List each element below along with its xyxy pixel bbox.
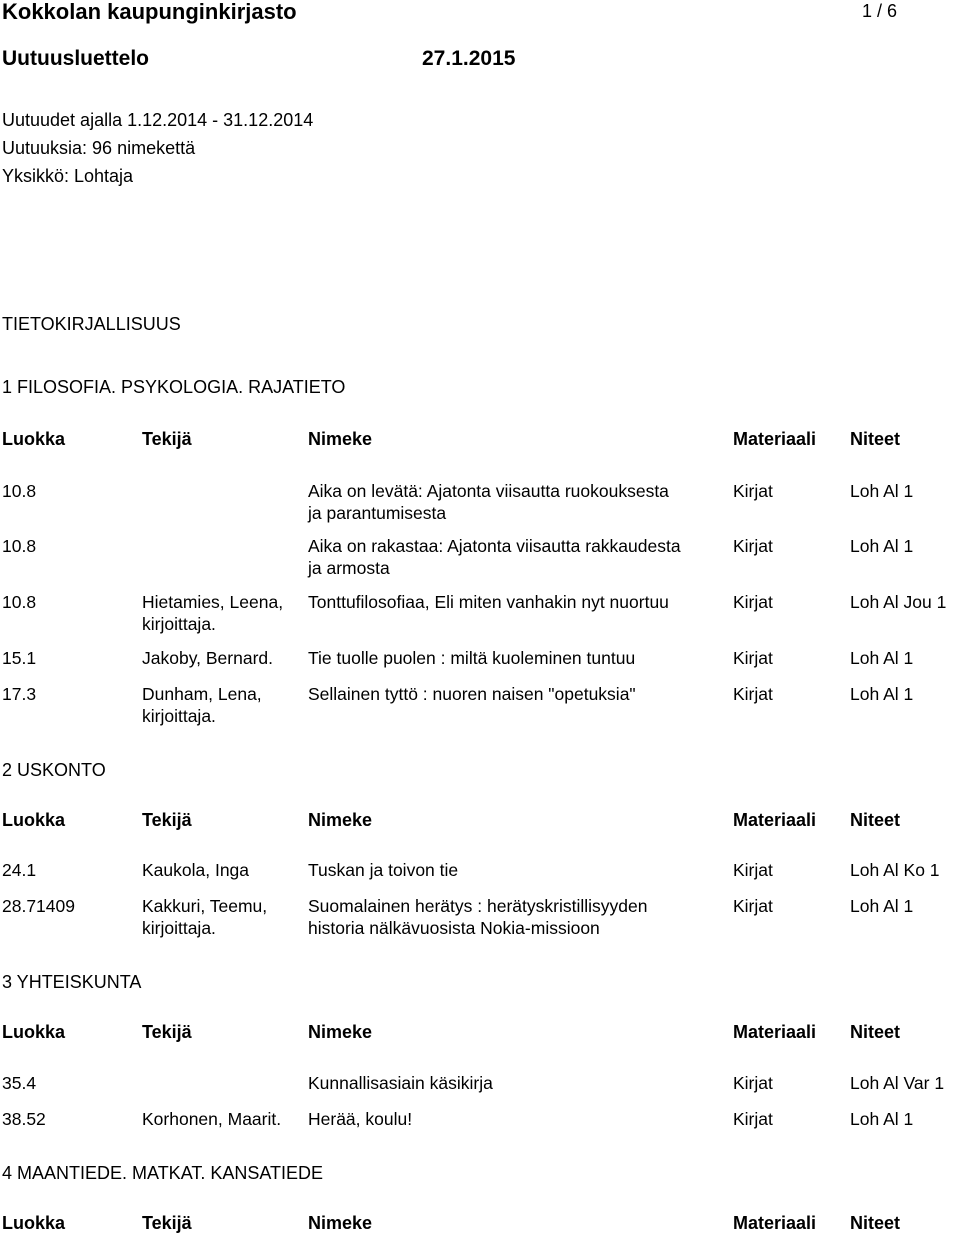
cell-niteet: Loh Al 1 <box>850 648 914 668</box>
table-row <box>0 1072 960 1096</box>
col-nimeke: Nimeke <box>308 429 373 449</box>
cell-luokka: 35.4 <box>2 1073 37 1093</box>
cell-tekija-cont: kirjoittaja. <box>142 918 216 938</box>
cell-luokka: 10.8 <box>2 481 37 501</box>
col-luokka: Luokka <box>2 810 66 830</box>
col-luokka: Luokka <box>2 429 66 449</box>
table-row <box>0 535 960 581</box>
col-tekija: Tekijä <box>142 810 192 830</box>
cell-nimeke-cont: historia nälkävuosista Nokia-missioon <box>308 918 600 938</box>
cell-nimeke: Tuskan ja toivon tie <box>308 860 459 880</box>
table-row <box>0 683 960 729</box>
cell-tekija: Kakkuri, Teemu, <box>142 896 268 916</box>
col-luokka: Luokka <box>2 1022 66 1042</box>
list-date: 27.1.2015 <box>422 47 516 70</box>
cell-materiaali: Kirjat <box>733 860 773 880</box>
meta-count: Uutuuksia: 96 nimekettä <box>2 138 196 158</box>
section-title: 3 YHTEISKUNTA <box>2 972 142 992</box>
table-row <box>0 895 960 941</box>
cell-materiaali: Kirjat <box>733 684 773 704</box>
cell-niteet: Loh Al Jou 1 <box>850 592 947 612</box>
cell-nimeke-cont: ja parantumisesta <box>308 503 447 523</box>
table-header <box>0 1212 960 1234</box>
cell-tekija: Jakoby, Bernard. <box>142 648 273 668</box>
cell-niteet: Loh Al 1 <box>850 684 914 704</box>
cell-luokka: 10.8 <box>2 536 37 556</box>
table-row <box>0 1108 960 1132</box>
cell-tekija-cont: kirjoittaja. <box>142 706 216 726</box>
cell-materiaali: Kirjat <box>733 648 773 668</box>
col-materiaali: Materiaali <box>733 1213 817 1233</box>
cell-materiaali: Kirjat <box>733 592 773 612</box>
col-niteet: Niteet <box>850 429 901 449</box>
table-row <box>0 647 960 671</box>
cell-luokka: 28.71409 <box>2 896 75 916</box>
cell-luokka: 15.1 <box>2 648 37 668</box>
cell-nimeke: Tonttufilosofiaa, Eli miten vanhakin nyt nuortuu <box>308 592 669 612</box>
table-header <box>0 809 960 831</box>
cell-nimeke: Aika on levätä: Ajatonta viisautta ruokouksesta <box>308 481 669 501</box>
cell-materiaali: Kirjat <box>733 1073 773 1093</box>
col-nimeke: Nimeke <box>308 1022 373 1042</box>
col-luokka: Luokka <box>2 1213 66 1233</box>
section-title: 1 FILOSOFIA. PSYKOLOGIA. RAJATIETO <box>2 377 346 397</box>
cell-niteet: Loh Al 1 <box>850 536 914 556</box>
meta-unit: Yksikkö: Lohtaja <box>2 166 134 186</box>
cell-tekija-cont: kirjoittaja. <box>142 614 216 634</box>
cell-nimeke: Herää, koulu! <box>308 1109 413 1129</box>
section-title: 4 MAANTIEDE. MATKAT. KANSATIEDE <box>2 1163 324 1183</box>
table-row <box>0 480 960 526</box>
cell-nimeke: Kunnallisasiain käsikirja <box>308 1073 493 1093</box>
col-niteet: Niteet <box>850 810 901 830</box>
col-materiaali: Materiaali <box>733 810 817 830</box>
list-title: Uutuusluettelo <box>2 47 149 70</box>
cell-luokka: 38.52 <box>2 1109 46 1129</box>
cell-tekija: Hietamies, Leena, <box>142 592 284 612</box>
category-heading: TIETOKIRJALLISUUS <box>2 314 181 334</box>
cell-niteet: Loh Al 1 <box>850 481 914 501</box>
table-row <box>0 859 960 883</box>
cell-nimeke: Sellainen tyttö : nuoren naisen "opetuksia" <box>308 684 636 704</box>
cell-luokka: 17.3 <box>2 684 37 704</box>
cell-tekija: Kaukola, Inga <box>142 860 250 880</box>
col-materiaali: Materiaali <box>733 1022 817 1042</box>
cell-tekija: Dunham, Lena, <box>142 684 262 704</box>
cell-nimeke-cont: ja armosta <box>308 558 390 578</box>
col-niteet: Niteet <box>850 1213 901 1233</box>
cell-niteet: Loh Al Var 1 <box>850 1073 945 1093</box>
cell-tekija: Korhonen, Maarit. <box>142 1109 282 1129</box>
cell-niteet: Loh Al Ko 1 <box>850 860 940 880</box>
cell-materiaali: Kirjat <box>733 536 773 556</box>
col-tekija: Tekijä <box>142 1213 192 1233</box>
col-niteet: Niteet <box>850 1022 901 1042</box>
page-number: 1 / 6 <box>862 1 898 21</box>
cell-nimeke: Suomalainen herätys : herätyskristillisyyden <box>308 896 648 916</box>
col-tekija: Tekijä <box>142 1022 192 1042</box>
table-header <box>0 1021 960 1043</box>
meta-period: Uutuudet ajalla 1.12.2014 - 31.12.2014 <box>2 110 314 130</box>
col-nimeke: Nimeke <box>308 1213 373 1233</box>
cell-niteet: Loh Al 1 <box>850 896 914 916</box>
cell-nimeke: Tie tuolle puolen : miltä kuoleminen tuntuu <box>308 648 636 668</box>
col-materiaali: Materiaali <box>733 429 817 449</box>
cell-nimeke: Aika on rakastaa: Ajatonta viisautta rakkaudesta <box>308 536 681 556</box>
col-tekija: Tekijä <box>142 429 192 449</box>
cell-luokka: 10.8 <box>2 592 37 612</box>
table-row <box>0 591 960 637</box>
cell-materiaali: Kirjat <box>733 896 773 916</box>
table-header <box>0 428 960 450</box>
library-name: Kokkolan kaupunginkirjasto <box>2 0 297 24</box>
col-nimeke: Nimeke <box>308 810 373 830</box>
cell-luokka: 24.1 <box>2 860 37 880</box>
cell-materiaali: Kirjat <box>733 1109 773 1129</box>
cell-materiaali: Kirjat <box>733 481 773 501</box>
cell-niteet: Loh Al 1 <box>850 1109 914 1129</box>
section-title: 2 USKONTO <box>2 760 106 780</box>
